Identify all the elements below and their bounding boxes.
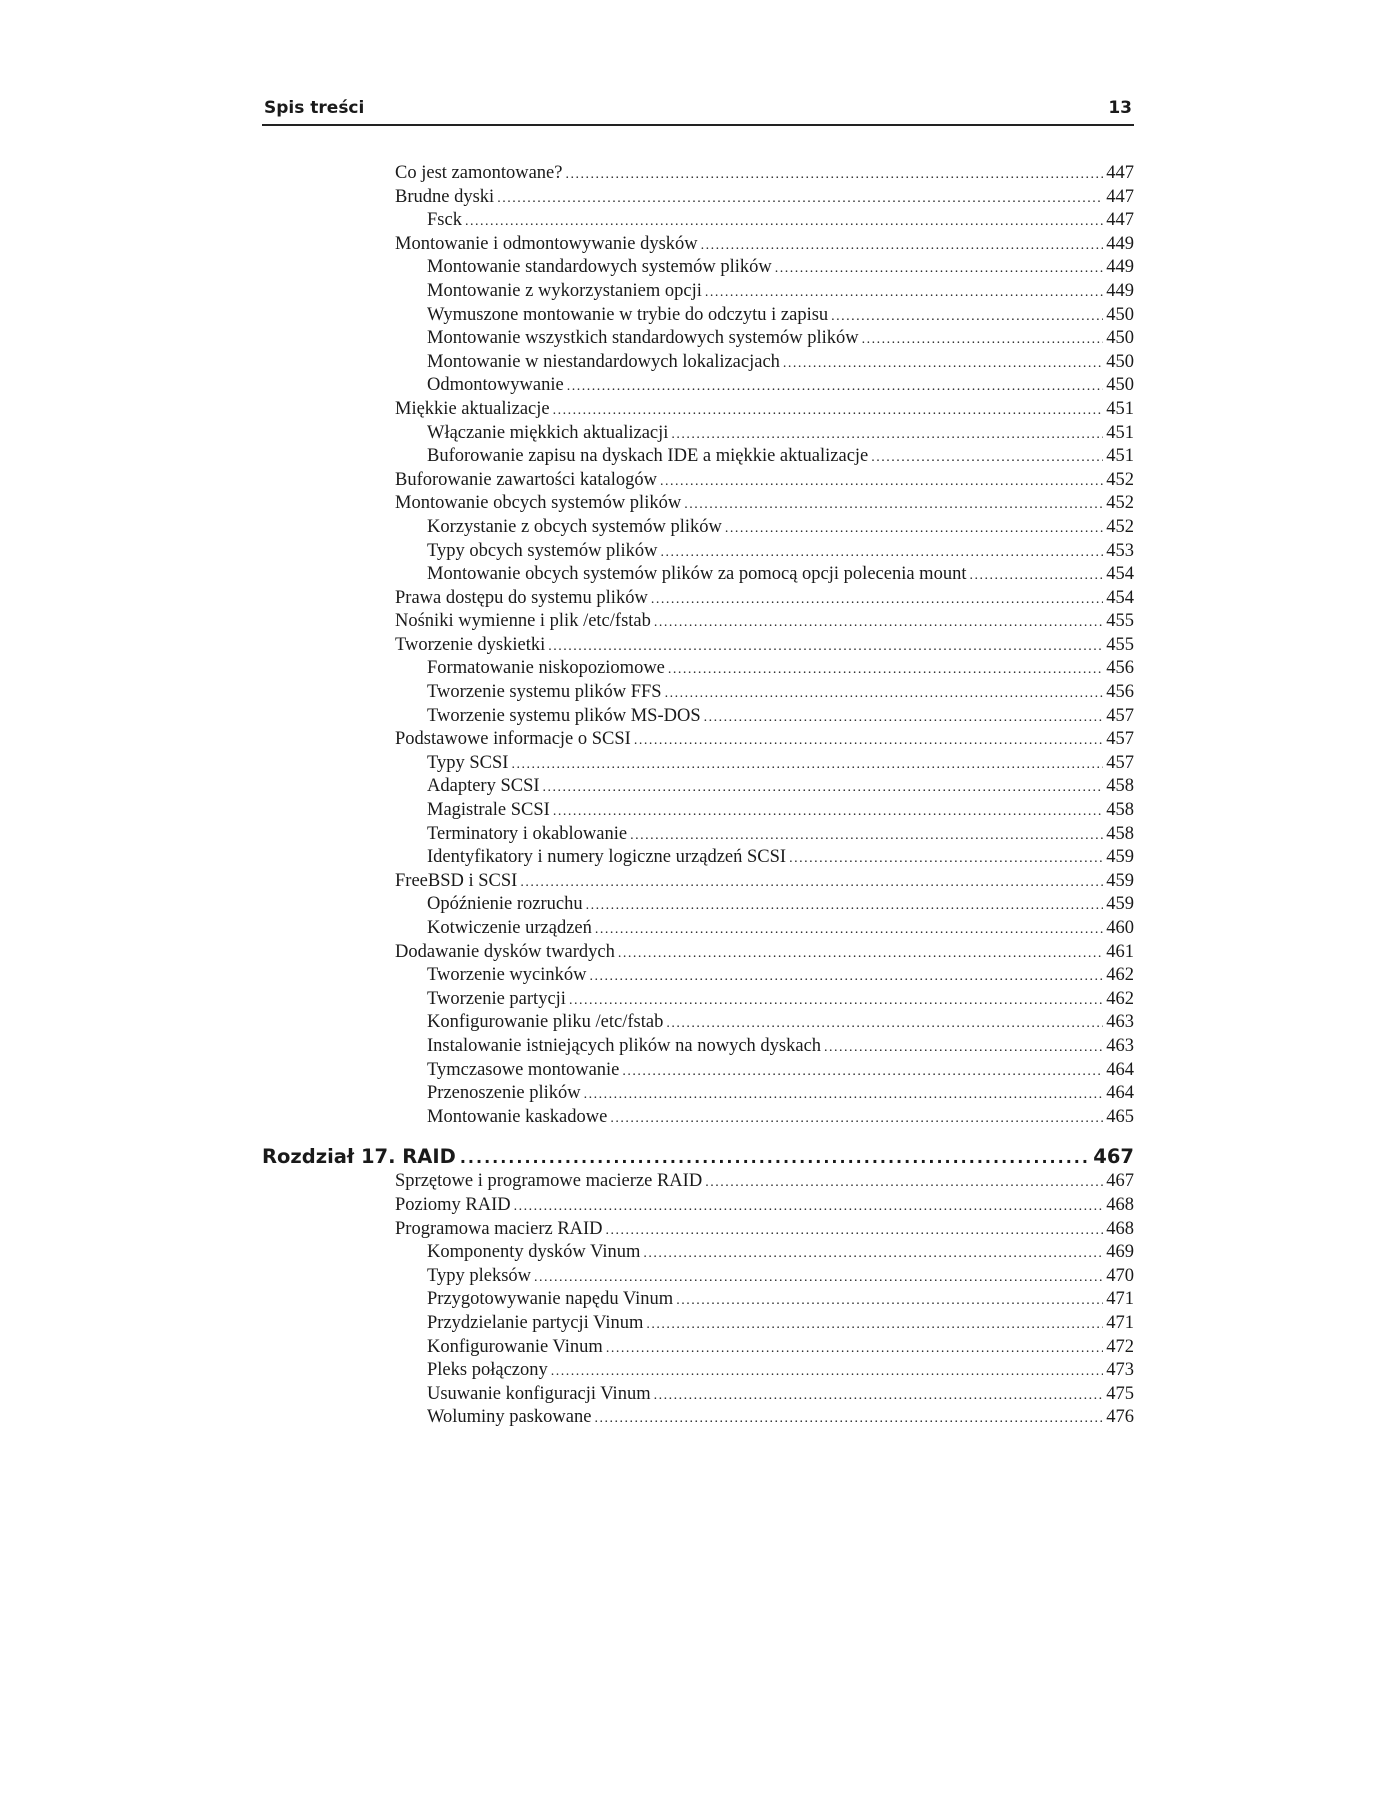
toc-section-entry[interactable]	[262, 1194, 1134, 1218]
table-of-contents	[262, 162, 1134, 1430]
toc-entry-page-number: 452	[1106, 493, 1134, 514]
toc-subsection-entry[interactable]	[262, 657, 1134, 681]
toc-entry-page-number: 447	[1106, 210, 1134, 231]
toc-entry-title: Opóźnienie rozruchu	[427, 894, 583, 915]
toc-entry-page-number: 458	[1106, 823, 1134, 844]
toc-entry-title: Komponenty dysków Vinum	[427, 1242, 641, 1263]
toc-entry-title: Montowanie obcych systemów plików	[395, 493, 682, 514]
toc-entry-title: Formatowanie niskopoziomowe	[427, 658, 665, 679]
toc-entry-title: Identyfikatory i numery logiczne urządzeń SCSI	[427, 847, 787, 868]
toc-section-entry[interactable]	[262, 1170, 1134, 1194]
toc-subsection-entry[interactable]	[262, 893, 1134, 917]
toc-subsection-entry[interactable]	[262, 304, 1134, 328]
toc-entry-page-number: 461	[1106, 941, 1134, 962]
toc-entry-row	[427, 351, 1134, 376]
toc-leader-dots	[497, 187, 1103, 211]
toc-entry-row	[427, 964, 1134, 989]
toc-entry-row	[427, 988, 1134, 1013]
toc-leader-dots	[654, 611, 1103, 635]
toc-entry-row	[395, 1194, 1134, 1219]
toc-leader-dots	[553, 399, 1104, 423]
toc-entry-title: Montowanie w niestandardowych lokalizacjach	[427, 351, 780, 372]
toc-subsection-entry[interactable]	[262, 1336, 1134, 1360]
toc-entry-title: Adaptery SCSI	[427, 776, 540, 797]
toc-entry-title: Przenoszenie plików	[427, 1083, 581, 1104]
toc-section-entry[interactable]	[262, 186, 1134, 210]
toc-leader-dots	[534, 1266, 1103, 1290]
toc-entry-title: Podstawowe informacje o SCSI	[395, 729, 631, 750]
toc-subsection-entry[interactable]	[262, 1312, 1134, 1336]
toc-leader-dots	[676, 1289, 1103, 1313]
toc-entry-row	[427, 327, 1134, 352]
toc-subsection-entry[interactable]	[262, 964, 1134, 988]
toc-entry-row	[395, 587, 1134, 612]
toc-section-entry[interactable]	[262, 634, 1134, 658]
toc-entry-page-number: 469	[1106, 1242, 1134, 1263]
toc-entry-page-number: 464	[1106, 1083, 1134, 1104]
toc-subsection-entry[interactable]	[262, 823, 1134, 847]
toc-entry-row	[427, 540, 1134, 565]
toc-leader-dots	[551, 1360, 1104, 1384]
toc-entry-title: Tworzenie dyskietki	[395, 634, 546, 655]
toc-entry-page-number: 451	[1106, 422, 1134, 443]
toc-section-entry[interactable]	[262, 162, 1134, 186]
toc-leader-dots	[610, 1107, 1103, 1131]
section-title: Spis treści	[264, 98, 365, 118]
toc-entry-row	[427, 823, 1134, 848]
toc-subsection-entry[interactable]	[262, 1241, 1134, 1265]
toc-leader-dots	[705, 281, 1103, 305]
toc-subsection-entry[interactable]	[262, 1106, 1134, 1130]
toc-subsection-entry[interactable]	[262, 1265, 1134, 1289]
chapter-leader-dots	[460, 1144, 1089, 1171]
toc-leader-dots	[569, 989, 1103, 1013]
toc-subsection-entry[interactable]	[262, 327, 1134, 351]
toc-leader-dots	[584, 1083, 1104, 1107]
toc-leader-dots	[646, 1313, 1103, 1337]
toc-leader-dots	[783, 352, 1103, 376]
toc-entry-row	[427, 1336, 1134, 1361]
toc-entry-row	[395, 1218, 1134, 1243]
toc-subsection-entry[interactable]	[262, 1359, 1134, 1383]
toc-leader-dots	[705, 1171, 1103, 1195]
toc-entry-row	[395, 233, 1134, 258]
toc-entry-page-number: 454	[1106, 587, 1134, 608]
toc-entry-title: Magistrale SCSI	[427, 800, 550, 821]
toc-entry-page-number: 468	[1106, 1194, 1134, 1215]
toc-entry-page-number: 450	[1106, 304, 1134, 325]
toc-leader-dots	[514, 1195, 1104, 1219]
toc-entry-row	[395, 469, 1134, 494]
toc-section-entry[interactable]	[262, 728, 1134, 752]
toc-entry-title: Kotwiczenie urządzeń	[427, 918, 592, 938]
toc-entry-page-number: 462	[1106, 965, 1134, 986]
toc-entry-row	[395, 398, 1134, 423]
toc-subsection-entry[interactable]	[262, 563, 1134, 587]
toc-leader-dots	[634, 729, 1103, 753]
toc-entry-page-number: 457	[1106, 729, 1134, 750]
toc-entry-title: Przydzielanie partycji Vinum	[427, 1312, 644, 1333]
toc-leader-dots	[969, 564, 1103, 588]
toc-entry-title: Programowa macierz RAID	[395, 1218, 603, 1239]
toc-entry-title: Fsck	[427, 210, 462, 231]
toc-entry-title: Tworzenie systemu plików FFS	[427, 682, 662, 703]
toc-entry-row	[395, 610, 1134, 635]
toc-leader-dots	[660, 541, 1103, 565]
toc-subsection-entry[interactable]	[262, 516, 1134, 540]
toc-entry-title: Montowanie i odmontowywanie dysków	[395, 233, 698, 254]
toc-entry-row	[427, 516, 1134, 541]
toc-entry-row	[427, 1082, 1134, 1107]
toc-entry-page-number: 453	[1106, 540, 1134, 561]
toc-section-entry[interactable]	[262, 587, 1134, 611]
toc-section-entry[interactable]	[262, 941, 1134, 965]
toc-entry-row	[427, 1406, 1134, 1431]
toc-leader-dots	[654, 1384, 1104, 1408]
toc-entry-page-number: 447	[1106, 163, 1134, 183]
toc-entry-title: Montowanie standardowych systemów plików	[427, 257, 772, 278]
toc-leader-dots	[565, 163, 1103, 187]
toc-entry-title: Poziomy RAID	[395, 1194, 511, 1215]
toc-entry-page-number: 471	[1106, 1289, 1134, 1310]
toc-entry-title: Przygotowywanie napędu Vinum	[427, 1289, 674, 1310]
toc-leader-dots	[704, 706, 1104, 730]
toc-entry-page-number: 471	[1106, 1312, 1134, 1333]
toc-entry-row	[427, 846, 1134, 871]
toc-subsection-entry[interactable]	[262, 540, 1134, 564]
toc-entry-title: Montowanie obcych systemów plików za pomocą opcji polecenia mount	[427, 564, 967, 585]
toc-entry-row	[395, 941, 1134, 966]
toc-leader-dots	[590, 965, 1104, 989]
toc-entry-page-number: 450	[1106, 375, 1134, 396]
toc-entry-title: Montowanie kaskadowe	[427, 1106, 608, 1127]
chapter-heading[interactable]	[262, 1143, 1134, 1170]
toc-entry-page-number: 456	[1106, 682, 1134, 703]
toc-leader-dots	[775, 257, 1103, 281]
toc-subsection-entry[interactable]	[262, 705, 1134, 729]
toc-entry-page-number: 468	[1106, 1218, 1134, 1239]
toc-entry-page-number: 455	[1106, 611, 1134, 632]
toc-entry-page-number: 452	[1106, 516, 1134, 537]
toc-entry-title: Włączanie miękkich aktualizacji	[427, 422, 669, 443]
toc-leader-dots	[831, 305, 1103, 329]
toc-section-entry[interactable]	[262, 1218, 1134, 1242]
toc-entry-page-number: 459	[1106, 847, 1134, 868]
toc-leader-dots	[660, 470, 1103, 494]
running-header	[262, 96, 1134, 126]
toc-entry-row	[427, 209, 1134, 234]
toc-entry-title: Usuwanie konfiguracji Vinum	[427, 1383, 651, 1404]
toc-subsection-entry[interactable]	[262, 280, 1134, 304]
toc-leader-dots	[651, 588, 1103, 612]
toc-entry-row	[427, 374, 1134, 399]
toc-entry-row	[395, 870, 1134, 895]
toc-entries-before-chapter	[262, 162, 1134, 1129]
toc-entry-page-number: 451	[1106, 446, 1134, 467]
toc-leader-dots	[643, 1242, 1103, 1266]
toc-entry-page-number: 450	[1106, 328, 1134, 349]
toc-leader-dots	[586, 894, 1104, 918]
toc-entry-title: Tworzenie wycinków	[427, 965, 587, 986]
toc-subsection-entry[interactable]	[262, 351, 1134, 375]
chapter-title: Rozdział 17. RAID	[262, 1145, 456, 1169]
toc-subsection-entry[interactable]	[262, 775, 1134, 799]
toc-entry-page-number: 457	[1106, 752, 1134, 773]
toc-subsection-entry[interactable]	[262, 799, 1134, 823]
toc-entry-title: Tworzenie systemu plików MS-DOS	[427, 705, 701, 726]
toc-entry-row	[395, 634, 1134, 659]
toc-leader-dots	[553, 800, 1103, 824]
toc-entry-row	[427, 917, 1134, 942]
toc-entry-title: Odmontowywanie	[427, 375, 564, 396]
toc-entry-row	[395, 186, 1134, 211]
toc-entry-title: Dodawanie dysków twardych	[395, 941, 615, 962]
toc-entry-page-number: 459	[1106, 870, 1134, 891]
toc-entry-title: Tworzenie partycji	[427, 988, 566, 1009]
toc-entries-after-chapter	[262, 1170, 1134, 1430]
toc-entry-row	[427, 1035, 1134, 1060]
toc-leader-dots	[606, 1337, 1103, 1361]
toc-entry-page-number: 455	[1106, 634, 1134, 655]
toc-entry-row	[427, 256, 1134, 281]
toc-entry-row	[395, 492, 1134, 517]
toc-entry-row	[395, 162, 1134, 187]
toc-entry-title: Co jest zamontowane?	[395, 163, 563, 183]
toc-leader-dots	[630, 824, 1103, 848]
toc-entry-row	[427, 681, 1134, 706]
toc-entry-row	[395, 728, 1134, 753]
toc-entry-row	[427, 1359, 1134, 1384]
toc-section-entry[interactable]	[262, 492, 1134, 516]
chapter-page-number: 467	[1093, 1145, 1134, 1169]
toc-leader-dots	[594, 1407, 1103, 1431]
toc-entry-page-number: 457	[1106, 705, 1134, 726]
toc-section-entry[interactable]	[262, 398, 1134, 422]
toc-entry-title: Konfigurowanie pliku /etc/fstab	[427, 1012, 664, 1033]
toc-entry-row	[427, 1383, 1134, 1408]
toc-leader-dots	[862, 328, 1104, 352]
toc-leader-dots	[465, 210, 1103, 234]
toc-leader-dots	[725, 517, 1103, 541]
toc-leader-dots	[520, 871, 1103, 895]
toc-subsection-entry[interactable]	[262, 681, 1134, 705]
toc-subsection-entry[interactable]	[262, 1082, 1134, 1106]
toc-entry-page-number: 467	[1106, 1171, 1134, 1192]
toc-subsection-entry[interactable]	[262, 917, 1134, 941]
toc-subsection-entry[interactable]	[262, 209, 1134, 233]
toc-entry-title: Typy pleksów	[427, 1265, 532, 1286]
toc-entry-title: Tymczasowe montowanie	[427, 1059, 620, 1080]
toc-entry-row	[427, 1011, 1134, 1036]
toc-section-entry[interactable]	[262, 233, 1134, 257]
toc-leader-dots	[618, 942, 1103, 966]
toc-entry-title: Pleks połączony	[427, 1360, 548, 1381]
toc-entry-page-number: 459	[1106, 894, 1134, 915]
toc-entry-row	[427, 1288, 1134, 1313]
toc-entry-title: Typy obcych systemów plików	[427, 540, 658, 561]
toc-entry-row	[427, 657, 1134, 682]
toc-entry-title: Buforowanie zapisu na dyskach IDE a miękkie aktualizacje	[427, 446, 869, 467]
toc-leader-dots	[701, 234, 1104, 258]
toc-entry-title: Woluminy paskowane	[427, 1407, 592, 1428]
toc-entry-row	[427, 1312, 1134, 1337]
toc-entry-page-number: 476	[1106, 1407, 1134, 1428]
toc-subsection-entry[interactable]	[262, 1406, 1134, 1430]
toc-entry-title: Terminatory i okablowanie	[427, 823, 628, 844]
toc-entry-page-number: 452	[1106, 469, 1134, 490]
toc-entry-page-number: 460	[1106, 918, 1134, 938]
toc-entry-row	[427, 799, 1134, 824]
toc-entry-page-number: 464	[1106, 1059, 1134, 1080]
toc-entry-title: Montowanie z wykorzystaniem opcji	[427, 280, 702, 301]
toc-entry-page-number: 473	[1106, 1360, 1134, 1381]
toc-leader-dots	[684, 493, 1103, 517]
toc-entry-page-number: 456	[1106, 658, 1134, 679]
toc-entry-row	[427, 445, 1134, 470]
toc-entry-title: Nośniki wymienne i plik /etc/fstab	[395, 611, 651, 632]
toc-entry-page-number: 450	[1106, 351, 1134, 372]
toc-subsection-entry[interactable]	[262, 752, 1134, 776]
toc-subsection-entry[interactable]	[262, 256, 1134, 280]
toc-entry-title: Buforowanie zawartości katalogów	[395, 469, 657, 490]
toc-entry-page-number: 458	[1106, 800, 1134, 821]
toc-entry-title: FreeBSD i SCSI	[395, 870, 518, 891]
toc-leader-dots	[622, 1060, 1103, 1084]
toc-entry-row	[427, 280, 1134, 305]
toc-entry-title: Konfigurowanie Vinum	[427, 1336, 603, 1357]
toc-leader-dots	[511, 753, 1103, 777]
toc-entry-title: Miękkie aktualizacje	[395, 398, 550, 419]
toc-entry-row	[427, 1106, 1134, 1131]
toc-entry-page-number: 465	[1106, 1106, 1134, 1127]
toc-entry-title: Montowanie wszystkich standardowych systemów plików	[427, 328, 859, 349]
toc-entry-page-number: 449	[1106, 233, 1134, 254]
toc-subsection-entry[interactable]	[262, 1011, 1134, 1035]
toc-entry-row	[427, 422, 1134, 447]
toc-entry-title: Typy SCSI	[427, 752, 509, 773]
toc-entry-row	[427, 752, 1134, 777]
toc-entry-title: Wymuszone montowanie w trybie do odczytu i zapisu	[427, 304, 829, 325]
toc-subsection-entry[interactable]	[262, 1035, 1134, 1059]
toc-leader-dots	[606, 1219, 1104, 1243]
toc-entry-page-number: 449	[1106, 257, 1134, 278]
toc-entry-title: Brudne dyski	[395, 186, 495, 207]
toc-leader-dots	[671, 423, 1103, 447]
toc-subsection-entry[interactable]	[262, 1059, 1134, 1083]
toc-leader-dots	[665, 682, 1104, 706]
toc-section-entry[interactable]	[262, 610, 1134, 634]
toc-section-entry[interactable]	[262, 469, 1134, 493]
toc-entry-title: Korzystanie z obcych systemów plików	[427, 516, 722, 537]
toc-entry-row	[427, 893, 1134, 918]
toc-entry-page-number: 463	[1106, 1012, 1134, 1033]
toc-entry-title: Instalowanie istniejących plików na nowych dyskach	[427, 1035, 822, 1056]
toc-entry-page-number: 449	[1106, 280, 1134, 301]
toc-entry-row	[427, 563, 1134, 588]
toc-entry-page-number: 463	[1106, 1035, 1134, 1056]
toc-subsection-entry[interactable]	[262, 1383, 1134, 1407]
toc-entry-page-number: 458	[1106, 776, 1134, 797]
toc-subsection-entry[interactable]	[262, 846, 1134, 870]
toc-entry-page-number: 475	[1106, 1383, 1134, 1404]
toc-entry-row	[427, 304, 1134, 329]
toc-entry-row	[427, 775, 1134, 800]
toc-leader-dots	[543, 776, 1104, 800]
toc-entry-page-number: 470	[1106, 1265, 1134, 1286]
toc-section-entry[interactable]	[262, 870, 1134, 894]
toc-leader-dots	[668, 658, 1103, 682]
page-number: 13	[1108, 98, 1132, 118]
toc-entry-title: Sprzętowe i programowe macierze RAID	[395, 1171, 703, 1192]
toc-leader-dots	[789, 847, 1103, 871]
toc-subsection-entry[interactable]	[262, 1288, 1134, 1312]
toc-entry-page-number: 462	[1106, 988, 1134, 1009]
toc-entry-row	[427, 1265, 1134, 1290]
toc-entry-title: Prawa dostępu do systemu plików	[395, 587, 648, 608]
toc-subsection-entry[interactable]	[262, 422, 1134, 446]
toc-leader-dots	[595, 918, 1103, 942]
toc-leader-dots	[548, 635, 1103, 659]
toc-entry-row	[427, 705, 1134, 730]
toc-entry-page-number: 451	[1106, 398, 1134, 419]
toc-entry-row	[427, 1241, 1134, 1266]
toc-subsection-entry[interactable]	[262, 988, 1134, 1012]
toc-entry-page-number: 454	[1106, 564, 1134, 585]
toc-leader-dots	[871, 446, 1103, 470]
toc-subsection-entry[interactable]	[262, 374, 1134, 398]
toc-subsection-entry[interactable]	[262, 445, 1134, 469]
toc-leader-dots	[824, 1036, 1103, 1060]
toc-entry-page-number: 447	[1106, 186, 1134, 207]
toc-leader-dots	[666, 1012, 1103, 1036]
toc-entry-row	[395, 1170, 1134, 1195]
toc-leader-dots	[567, 375, 1104, 399]
toc-entry-page-number: 472	[1106, 1336, 1134, 1357]
toc-entry-row	[427, 1059, 1134, 1084]
